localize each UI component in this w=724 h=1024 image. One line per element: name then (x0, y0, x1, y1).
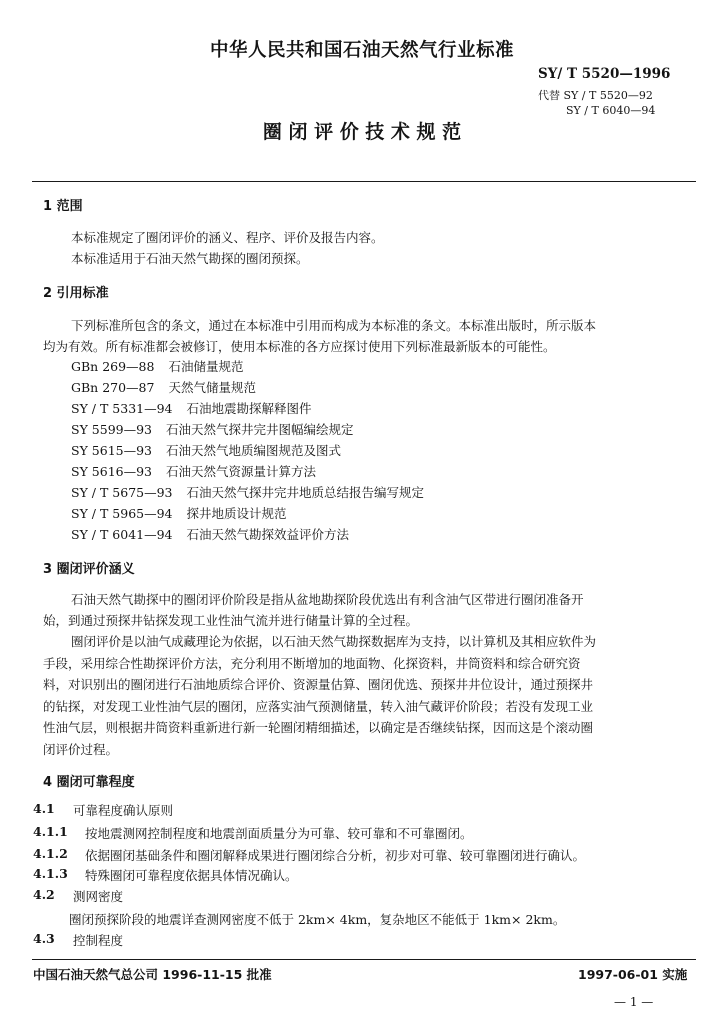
header-divider (32, 181, 696, 182)
clause-text: 特殊圈闭可靠程度依据具体情况确认。 (85, 868, 298, 883)
reference-title: 石油天然气探井完井地质总结报告编写规定 (186, 485, 425, 500)
reference-item (71, 504, 287, 522)
reference-item (71, 441, 341, 459)
reference-item (71, 357, 243, 375)
reference-item (71, 378, 256, 396)
reference-title: 探井地质设计规范 (186, 506, 287, 521)
reference-title: 石油天然气探井完井图幅编绘规定 (166, 422, 354, 437)
org-title: 中华人民共和国石油天然气行业标准 (209, 40, 514, 61)
reference-title: 石油天然气资源量计算方法 (166, 464, 317, 479)
reference-item (71, 483, 424, 501)
reference-item (71, 420, 354, 438)
reference-item (71, 462, 316, 480)
reference-code: SY / T 5675—93 (71, 485, 173, 500)
clause-title: 测网密度 (73, 889, 124, 904)
reference-code: GBn 269—88 (71, 359, 155, 374)
reference-code: SY 5599—93 (71, 422, 153, 437)
section-4-heading: 4 圈闭可靠程度 (43, 775, 135, 790)
section-3-line: 石油天然气勘探中的圈闭评价阶段是指从盆地勘探阶段优选出有利含油气区带进行圈闭准备开 (71, 592, 584, 607)
section-3-line: 始，到通过预探井钻探发现工业性油气流并进行储量计算的全过程。 (43, 613, 419, 628)
document-title: 圈 闭 评 价 技 术 规 范 (262, 121, 462, 143)
replaces-line-2: SY / T 6040—94 (566, 104, 656, 117)
reference-title: 石油地震勘探解释图件 (186, 401, 312, 416)
reference-code: SY 5615—93 (71, 443, 153, 458)
reference-item (71, 399, 312, 417)
section-1-paragraph: 本标准适用于石油天然气勘探的圈闭预探。 (71, 251, 309, 266)
clause-number: 4.1 (33, 801, 55, 816)
reference-code: SY / T 5331—94 (71, 401, 173, 416)
clause-text: 圈闭预探阶段的地震详查测网密度不低于 2km× 4km，复杂地区不能低于 1km× 2km。 (69, 912, 566, 927)
section-3-line: 的钻探，对发现工业性油气层的圈闭，应落实油气预测储量，转入油气藏评价阶段；若没有发现工业 (43, 699, 594, 714)
clause-title: 可靠程度确认原则 (73, 803, 174, 818)
reference-title: 天然气储量规范 (168, 380, 256, 395)
reference-code: SY 5616—93 (71, 464, 153, 479)
approval-line: 中国石油天然气总公司 1996-11-15 批准 (33, 967, 272, 982)
reference-title: 石油天然气勘探效益评价方法 (186, 527, 350, 542)
section-3-heading: 3 圈闭评价涵义 (43, 562, 135, 577)
section-3-line: 性油气层，则根据井筒资料重新进行新一轮圈闭精细描述，以确定是否继续钻探，因而这是个滚动圈 (43, 720, 594, 735)
clause-number: 4.1.2 (33, 846, 68, 861)
clause-number: 4.2 (33, 887, 55, 902)
clause-title: 控制程度 (73, 933, 124, 948)
section-3-line: 手段，采用综合性勘探评价方法，充分利用不断增加的地面物、化探资料，井筒资料和综合研究资 (43, 656, 581, 671)
clause-text: 依据圈闭基础条件和圈闭解释成果进行圈闭综合分析，初步对可靠、较可靠圈闭进行确认。 (85, 848, 586, 863)
section-2-heading: 2 引用标准 (43, 286, 109, 301)
standard-code: SY/ T 5520—1996 (538, 66, 671, 82)
section-3-line: 闭评价过程。 (43, 742, 119, 757)
section-3-line: 料，对识别出的圈闭进行石油地质综合评价、资源量估算、圈闭优选、预探井井位设计，通过预探井 (43, 677, 594, 692)
effective-date: 1997-06-01 实施 (578, 967, 688, 982)
clause-number: 4.1.1 (33, 824, 68, 839)
section-1-heading: 1 范围 (43, 199, 83, 214)
reference-code: SY / T 5965—94 (71, 506, 173, 521)
reference-title: 石油储量规范 (168, 359, 244, 374)
reference-title: 石油天然气地质编图规范及图式 (166, 443, 342, 458)
replaces-line-1: 代替 SY / T 5520—92 (538, 89, 653, 102)
clause-text: 按地震测网控制程度和地震剖面质量分为可靠、较可靠和不可靠圈闭。 (85, 826, 473, 841)
section-3-line: 圈闭评价是以油气成藏理论为依据，以石油天然气勘探数据库为支持，以计算机及其相应软件为 (71, 634, 597, 649)
section-1-paragraph: 本标准规定了圈闭评价的涵义、程序、评价及报告内容。 (71, 230, 384, 245)
page-number: — 1 — (614, 995, 654, 1009)
clause-number: 4.3 (33, 931, 55, 946)
section-2-intro: 均为有效。所有标准都会被修订，使用本标准的各方应探讨使用下列标准最新版本的可能性。 (43, 339, 556, 354)
reference-item (71, 525, 349, 543)
reference-code: SY / T 6041—94 (71, 527, 173, 542)
clause-number: 4.1.3 (33, 866, 68, 881)
reference-code: GBn 270—87 (71, 380, 155, 395)
section-2-intro: 下列标准所包含的条文，通过在本标准中引用而构成为本标准的条文。本标准出版时，所示版本 (71, 318, 597, 333)
footer-divider (32, 959, 696, 960)
